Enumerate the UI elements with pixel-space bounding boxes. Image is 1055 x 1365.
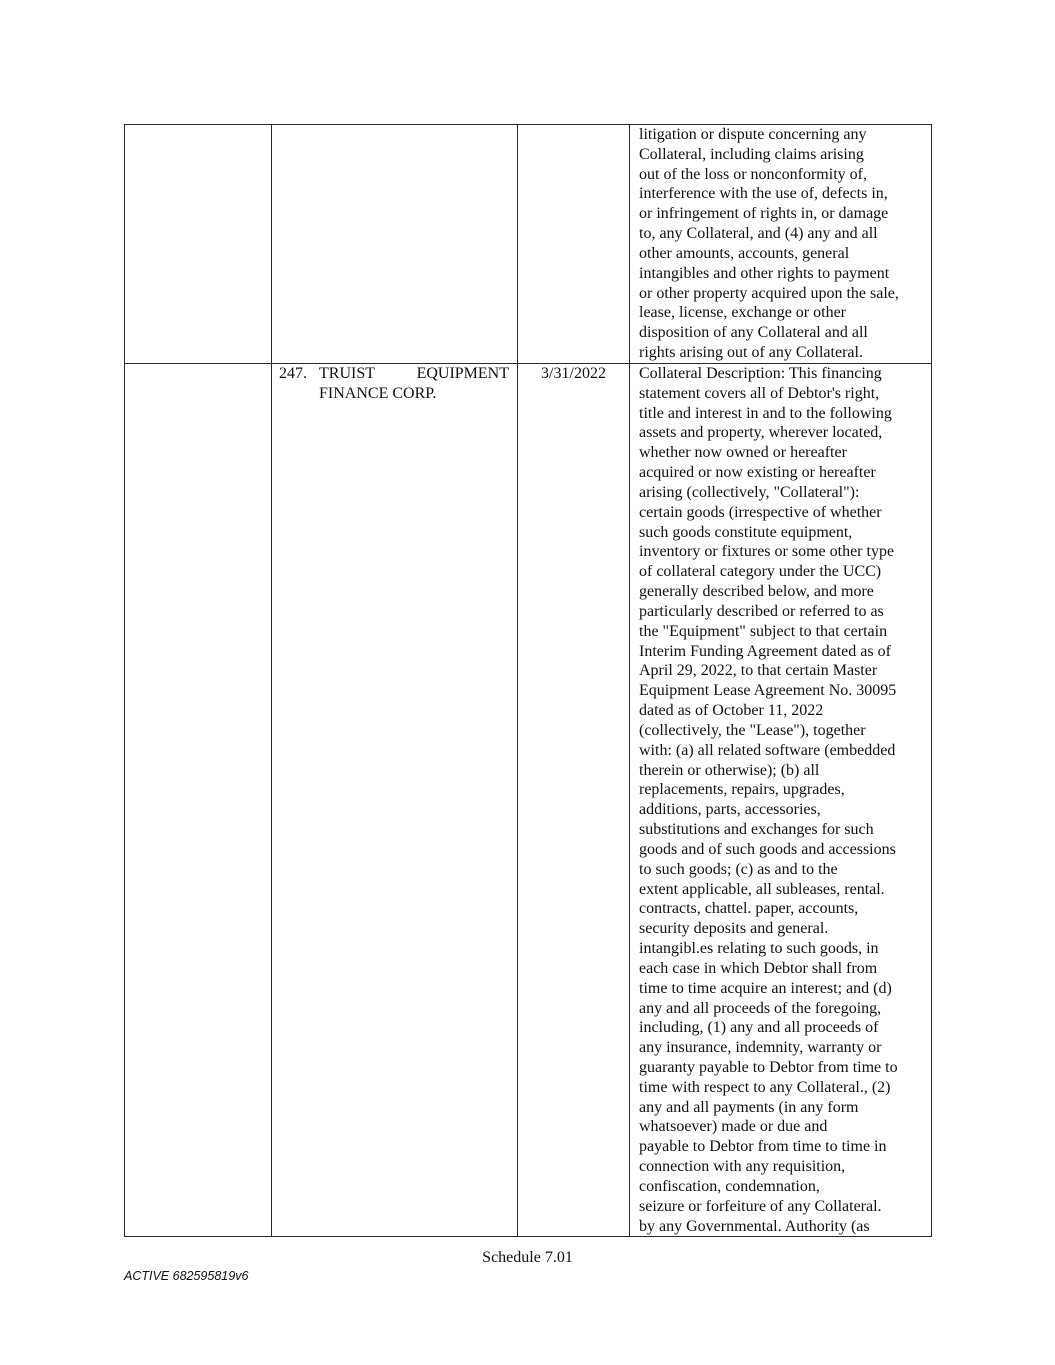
description-line: assets and property, wherever located, [639,424,883,442]
filing-date: 3/31/2022 [518,364,630,1237]
description-line: whatsoever) made or due and [639,1118,828,1136]
description-line: payable to Debtor from time to time in [639,1138,887,1156]
description-line: generally described below, and more [639,583,874,601]
description-line: security deposits and general. [639,920,829,938]
description-line: or other property acquired upon the sale, [639,284,899,302]
table-cell-party [272,364,518,1237]
description-line: time to time acquire an interest; and (d) [639,979,892,997]
description-line: therein or otherwise); (b) all [639,761,820,779]
description-line: lease, license, exchange or other [639,304,847,322]
description-line: each case in which Debtor shall from [639,959,878,977]
description-line: the "Equipment" subject to that certain [639,622,888,640]
description-line: such goods constitute equipment, [639,523,853,541]
description-line: inventory or fixtures or some other type [639,543,895,561]
description-line: additions, parts, accessories, [639,801,821,819]
description-line: contracts, chattel. paper, accounts, [639,900,859,918]
description-line: title and interest in and to the following [639,404,892,422]
collateral-description [630,364,931,1236]
description-line: goods and of such goods and accessions [639,840,896,858]
description-line: extent applicable, all subleases, rental. [639,880,885,898]
description-line: seizure or forfeiture of any Collateral. [639,1197,882,1215]
description-line: rights arising out of any Collateral. [639,344,863,362]
description-line: of collateral category under the UCC) [639,563,882,581]
description-line: any insurance, indemnity, warranty or [639,1039,882,1057]
description-line: April 29, 2022, to that certain Master [639,662,878,680]
description-line: acquired or now existing or hereafter [639,464,876,482]
description-line: substitutions and exchanges for such [639,821,874,839]
entry-number: 247. [279,365,307,382]
description-line: dated as of October 11, 2022 [639,702,824,720]
description-line: (collectively, the "Lease"), together [639,721,866,739]
document-id: ACTIVE 682595819v6 [124,1269,249,1283]
description-line: any and all payments (in any form [639,1098,859,1116]
description-line: guaranty payable to Debtor from time to [639,1058,898,1076]
table-cell-date [518,125,630,364]
description-line: including, (1) any and all proceeds of [639,1019,879,1037]
description-line: other amounts, accounts, general [639,244,850,262]
description-line: statement covers all of Debtor's right, [639,384,880,402]
description-line: to such goods; (c) as and to the [639,860,838,878]
table-cell-description [630,125,932,364]
schedule-table [124,124,932,1237]
description-line: disposition of any Collateral and all [639,324,868,342]
secured-party [272,364,517,404]
description-line: Interim Funding Agreement dated as of [639,642,891,660]
table-cell-blank [125,125,272,364]
table-cell-blank [125,364,272,1237]
table-cell-description [630,364,932,1237]
description-line: Equipment Lease Agreement No. 30095 [639,682,897,700]
page-footer-schedule: Schedule 7.01 [482,1249,573,1266]
description-line: interference with the use of, defects in, [639,185,888,203]
description-line: particularly described or referred to as [639,602,884,620]
party-name-word: TRUIST [319,365,375,382]
description-line: Collateral Description: This financing [639,365,882,382]
collateral-description-continued [630,125,931,363]
description-line: confiscation, condemnation, [639,1177,820,1195]
description-line: connection with any requisition, [639,1158,846,1176]
description-line: to, any Collateral, and (4) any and all [639,225,878,243]
description-line: any and all proceeds of the foregoing, [639,999,882,1017]
description-line: litigation or dispute concerning any [639,126,867,143]
table-cell-party [272,125,518,364]
party-name-line-1 [319,364,509,384]
table-row [125,364,932,1237]
description-line: replacements, repairs, upgrades, [639,781,845,799]
description-line: with: (a) all related software (embedded [639,741,896,759]
description-line: Collateral, including claims arising [639,145,864,163]
description-line: out of the loss or nonconformity of, [639,165,867,183]
description-line: intangibles and other rights to payment [639,264,890,282]
party-name-line-2: FINANCE CORP. [319,384,437,402]
description-line: time with respect to any Collateral., (2) [639,1078,891,1096]
description-line: arising (collectively, "Collateral"): [639,483,860,501]
description-line: certain goods (irrespective of whether [639,503,882,521]
party-name-word: EQUIPMENT [416,365,509,382]
description-line: whether now owned or hereafter [639,444,847,462]
description-line: intangibl.es relating to such goods, in [639,940,879,958]
description-line: or infringement of rights in, or damage [639,205,889,223]
table-row [125,125,932,364]
description-line: by any Governmental. Authority (as [639,1217,870,1235]
